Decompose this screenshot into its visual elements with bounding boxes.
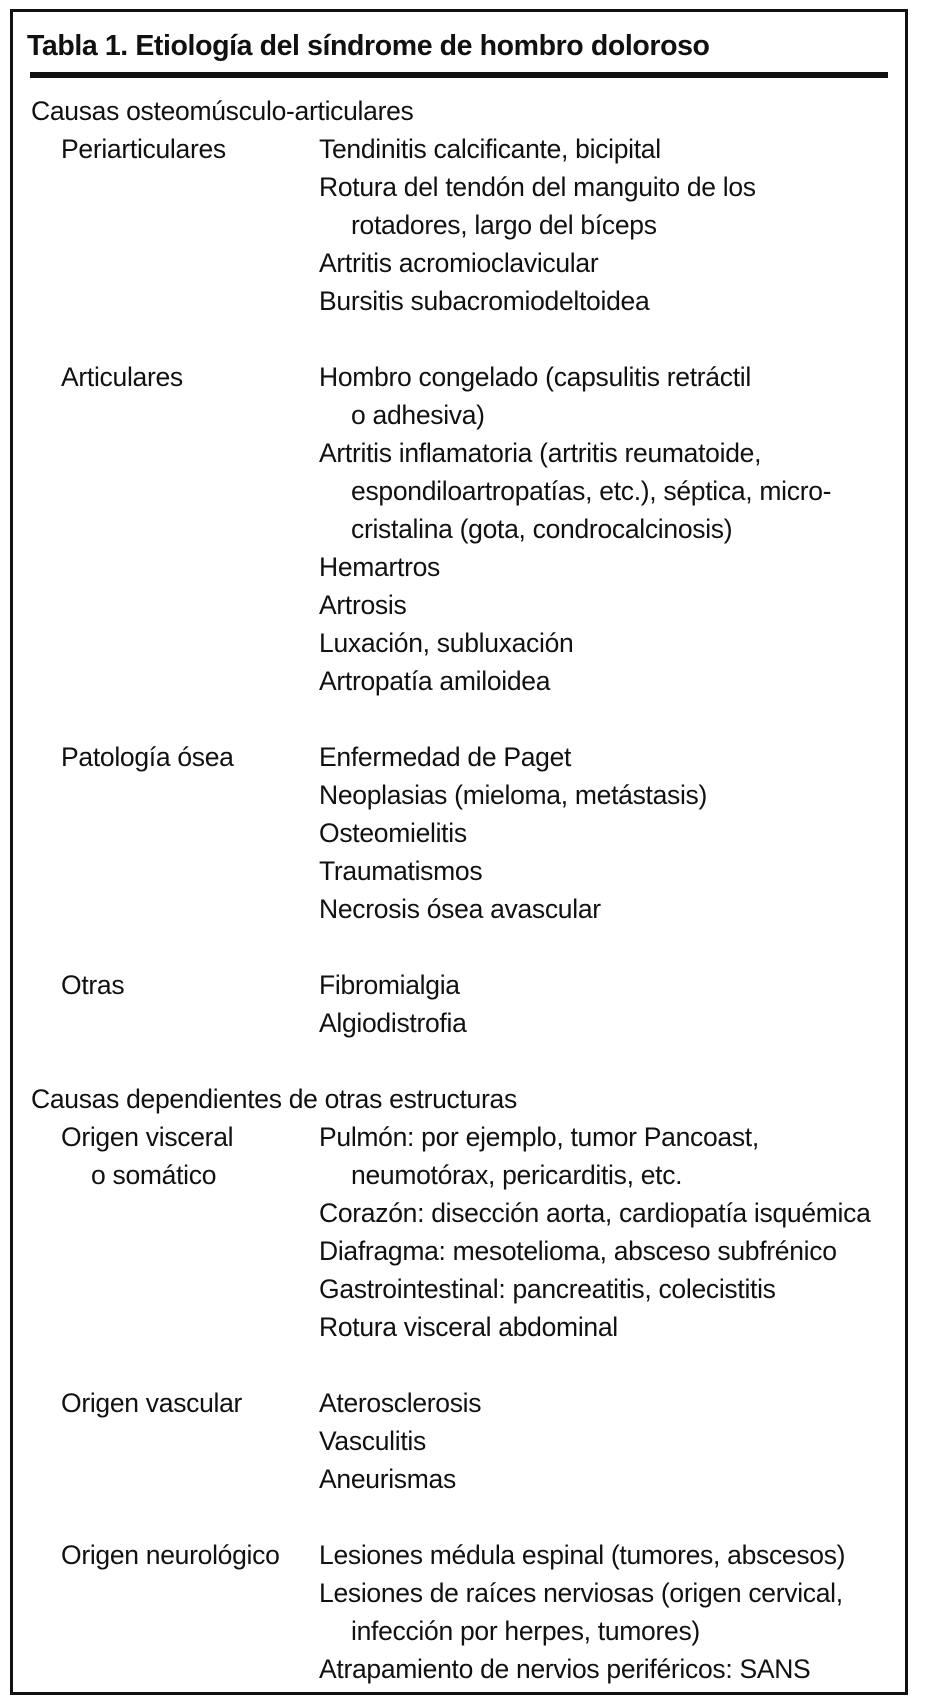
cause-item: Lesiones de raíces nerviosas (origen cervical, [319, 1578, 843, 1608]
title-divider [30, 72, 888, 78]
cause-item: cristalina (gota, condrocalcinosis) [351, 514, 733, 544]
cause-item: neumotórax, pericarditis, etc. [351, 1160, 683, 1190]
cause-item: Tendinitis calcificante, bicipital [319, 134, 661, 164]
section-title: Causas osteomúsculo-articulares [31, 96, 414, 126]
cause-item: espondiloartropatías, etc.), séptica, micro- [351, 476, 832, 506]
cause-item: Artropatía amiloidea [319, 666, 551, 696]
category-label: Articulares [61, 362, 183, 392]
cause-item: Aterosclerosis [319, 1388, 482, 1418]
table-frame [10, 9, 908, 1695]
cause-item: Necrosis ósea avascular [319, 894, 601, 924]
cause-item: Rotura del tendón del manguito de los [319, 172, 756, 202]
category-label: Periarticulares [61, 134, 226, 164]
category-label: Origen vascular [61, 1388, 243, 1418]
category-label: Origen neurológico [61, 1540, 280, 1570]
category-label: Patología ósea [61, 742, 234, 772]
cause-item: Artrosis [319, 590, 407, 620]
category-label: Origen visceral [61, 1122, 234, 1152]
cause-item: Luxación, subluxación [319, 628, 574, 658]
cause-item: Traumatismos [319, 856, 483, 886]
cause-item: Atrapamiento de nervios periféricos: SANS [319, 1654, 811, 1684]
cause-item: Hombro congelado (capsulitis retráctil [319, 362, 751, 392]
cause-item: Aneurismas [319, 1464, 456, 1494]
cause-item: Fibromialgia [319, 970, 460, 1000]
cause-item: Corazón: disección aorta, cardiopatía isquémica [319, 1198, 871, 1228]
cause-item: Pulmón: por ejemplo, tumor Pancoast, [319, 1122, 759, 1152]
cause-item: Vasculitis [319, 1426, 426, 1456]
cause-item: rotadores, largo del bíceps [351, 210, 657, 240]
cause-item: Enfermedad de Paget [319, 742, 572, 772]
cause-item: Artritis acromioclavicular [319, 248, 599, 278]
cause-item: Lesiones médula espinal (tumores, abscesos) [319, 1540, 846, 1570]
cause-item: Hemartros [319, 552, 440, 582]
cause-item: Rotura visceral abdominal [319, 1312, 618, 1342]
table-title: Tabla 1. Etiología del síndrome de hombro doloroso [27, 30, 710, 62]
category-label: o somático [91, 1160, 217, 1190]
cause-item: o adhesiva) [351, 400, 485, 430]
cause-item: Bursitis subacromiodeltoidea [319, 286, 650, 316]
section-title: Causas dependientes de otras estructuras [31, 1084, 517, 1114]
cause-item: Artritis inflamatoria (artritis reumatoide, [319, 438, 762, 468]
cause-item: Algiodistrofia [319, 1008, 467, 1038]
cause-item: Gastrointestinal: pancreatitis, colecistitis [319, 1274, 776, 1304]
cause-item: Neoplasias (mieloma, metástasis) [319, 780, 708, 810]
cause-item: Diafragma: mesotelioma, absceso subfrénico [319, 1236, 837, 1266]
cause-item: Osteomielitis [319, 818, 467, 848]
cause-item: infección por herpes, tumores) [351, 1616, 700, 1646]
category-label: Otras [61, 970, 125, 1000]
